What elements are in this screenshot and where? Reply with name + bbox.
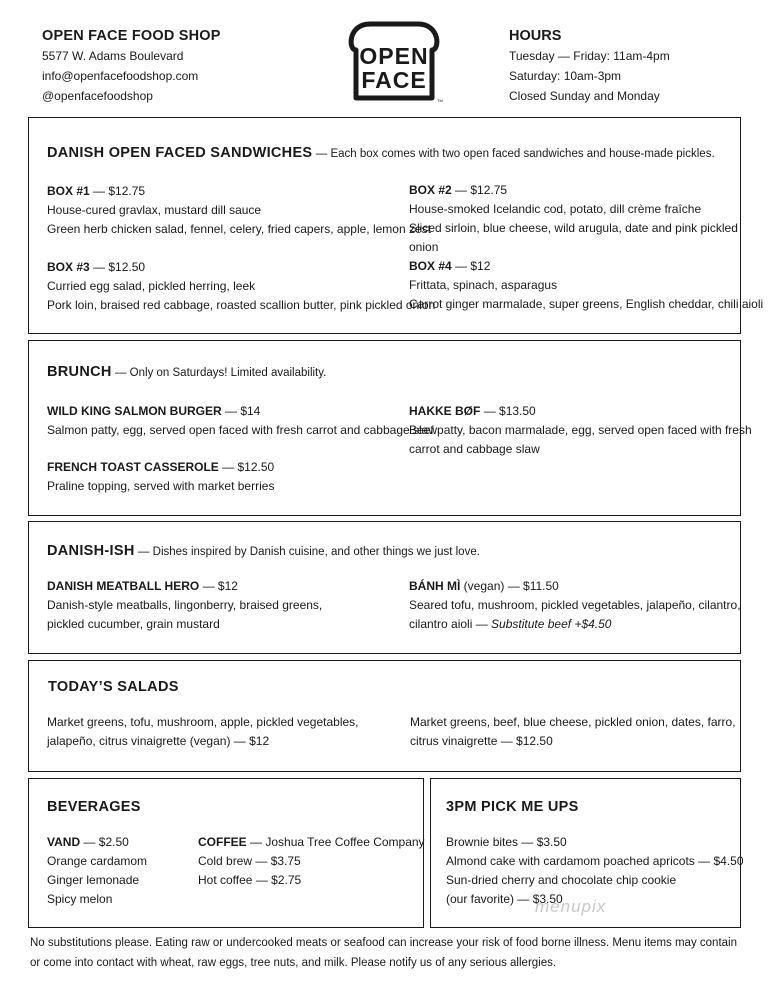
shop-info: [42, 26, 221, 106]
item-description: carrot and cabbage slaw: [409, 442, 540, 456]
allergy-disclaimer: No substitutions please. Eating raw or undercooked meats or seafood can increase your risk of food borne illness. Menu items may contain or come into contact with wheat, raw eggs, tree nuts, and milk. Please notify us of any serious allergies.: [30, 937, 737, 969]
section-title: DANISH-ISH: [47, 543, 135, 559]
list-item: Spicy melon: [47, 892, 113, 906]
open-face-logo: [346, 20, 442, 104]
list-item: Cold brew — $3.75: [198, 854, 301, 868]
section-title: 3PM PICK ME UPS: [446, 799, 579, 815]
salads-heading: [48, 677, 179, 697]
item-description: Curried egg salad, pickled herring, leek: [47, 279, 256, 293]
menu-item: [47, 713, 359, 751]
list-item: Almond cake with cardamom poached apricots — $4.50: [446, 854, 744, 868]
menu-item: [410, 713, 736, 751]
item-price: — $12.50: [222, 460, 275, 474]
item-price: — $14: [225, 404, 261, 418]
item-price: — $12: [202, 579, 238, 593]
item-name: BÁNH MÌ: [409, 579, 461, 593]
hours-title: HOURS: [509, 28, 562, 44]
item-price: — $2.50: [83, 835, 129, 849]
hours-info: [509, 26, 670, 106]
section-subtitle: — Only on Saturdays! Limited availability.: [114, 367, 327, 379]
list-item: Brownie bites — $3.50: [446, 835, 567, 849]
menu-item-coffee: [198, 833, 425, 890]
logo-line1: OPEN: [359, 43, 429, 69]
danishish-heading: [47, 541, 480, 562]
item-description: Beef patty, bacon marmalade, egg, served open faced with fresh: [409, 423, 752, 437]
list-item: Orange cardamom: [47, 854, 148, 868]
logo-trademark: TM: [437, 98, 443, 103]
item-price: — $12.50: [93, 260, 146, 274]
item-source: — Joshua Tree Coffee Company: [250, 835, 425, 849]
item-description: Danish-style meatballs, lingonberry, braised greens,: [47, 598, 323, 612]
menu-item: [47, 458, 274, 496]
item-name: WILD KING SALMON BURGER: [47, 404, 222, 418]
menu-item: [409, 402, 752, 459]
item-price: — $12.75: [93, 184, 146, 198]
item-price: — $11.50: [507, 579, 559, 593]
hours-line: Closed Sunday and Monday: [509, 89, 660, 103]
item-description: Sliced sirloin, blue cheese, wild arugula, date and pink pickled onion: [409, 221, 738, 254]
item-substitution: Substitute beef +$4.50: [491, 617, 612, 631]
hours-line: Tuesday — Friday: 11am-4pm: [509, 49, 670, 63]
item-price: — $13.50: [483, 404, 536, 418]
item-description: Salmon patty, egg, served open faced with fresh carrot and cabbage slaw: [47, 423, 438, 437]
shop-email[interactable]: info@openfacefoodshop.com: [42, 69, 199, 83]
menu-item-vand: [47, 833, 147, 909]
sandwiches-heading: [47, 143, 715, 164]
item-description: House-smoked Icelandic cod, potato, dill crème fraîche: [409, 202, 702, 216]
list-item: Ginger lemonade: [47, 873, 140, 887]
item-description: Seared tofu, mushroom, pickled vegetables, jalapeño, cilantro,: [409, 598, 741, 612]
menu-item: [409, 257, 763, 314]
pickmeups-heading: [446, 797, 579, 817]
item-price: — $12.75: [455, 183, 508, 197]
hours-line: Saturday: 10am-3pm: [509, 69, 622, 83]
item-name: FRENCH TOAST CASSEROLE: [47, 460, 219, 474]
section-title: TODAY’S SALADS: [48, 679, 179, 695]
item-description: Market greens, tofu, mushroom, apple, pickled vegetables,: [47, 715, 359, 729]
item-name: VAND: [47, 835, 81, 849]
shop-social[interactable]: @openfacefoodshop: [42, 89, 153, 103]
item-name: BOX #3: [47, 260, 90, 274]
item-description: cilantro aioli —: [409, 617, 488, 631]
item-description: Market greens, beef, blue cheese, pickled onion, dates, farro,: [410, 715, 736, 729]
section-title: DANISH OPEN FACED SANDWICHES: [47, 145, 313, 161]
section-subtitle: — Each box comes with two open faced sandwiches and house-made pickles.: [315, 148, 715, 160]
item-description: citrus vinaigrette — $12.50: [410, 734, 553, 748]
item-description: jalapeño, citrus vinaigrette (vegan) — $12: [47, 734, 270, 748]
section-subtitle: — Dishes inspired by Danish cuisine, and other things we just love.: [137, 546, 480, 558]
item-name: HAKKE BØF: [409, 404, 481, 418]
item-note: (vegan): [463, 579, 505, 593]
item-name: BOX #1: [47, 184, 90, 198]
section-title: BEVERAGES: [47, 799, 141, 815]
shop-address: 5577 W. Adams Boulevard: [42, 49, 184, 63]
brunch-heading: [47, 362, 326, 383]
list-item: Hot coffee — $2.75: [198, 873, 302, 887]
item-description: pickled cucumber, grain mustard: [47, 617, 220, 631]
item-description: House-cured gravlax, mustard dill sauce: [47, 203, 262, 217]
item-description: Praline topping, served with market berries: [47, 479, 275, 493]
menu-item: [409, 577, 741, 634]
list-item: (our favorite) — $3.50: [446, 892, 563, 906]
section-title: BRUNCH: [47, 364, 112, 380]
list-item: Sun-dried cherry and chocolate chip cookie: [446, 873, 677, 887]
item-description: Carrot ginger marmalade, super greens, English cheddar, chili aioli: [409, 297, 764, 311]
item-description: Green herb chicken salad, fennel, celery, fried capers, apple, lemon zest: [47, 222, 431, 236]
menu-item: [47, 258, 435, 315]
item-name: DANISH MEATBALL HERO: [47, 579, 200, 593]
item-price: — $12: [455, 259, 491, 273]
menu-item: [47, 402, 437, 440]
item-name: BOX #2: [409, 183, 452, 197]
logo-line2: FACE: [361, 67, 427, 93]
item-description: Frittata, spinach, asparagus: [409, 278, 558, 292]
item-name: BOX #4: [409, 259, 452, 273]
item-description: Pork loin, braised red cabbage, roasted scallion butter, pink pickled onion: [47, 298, 436, 312]
item-name: COFFEE: [198, 835, 247, 849]
menu-item: [409, 181, 768, 257]
menu-item: [47, 182, 431, 239]
watermark: menupix: [535, 897, 607, 916]
menu-item: [47, 577, 322, 634]
beverages-heading: [47, 797, 141, 817]
shop-name: OPEN FACE FOOD SHOP: [42, 28, 221, 44]
